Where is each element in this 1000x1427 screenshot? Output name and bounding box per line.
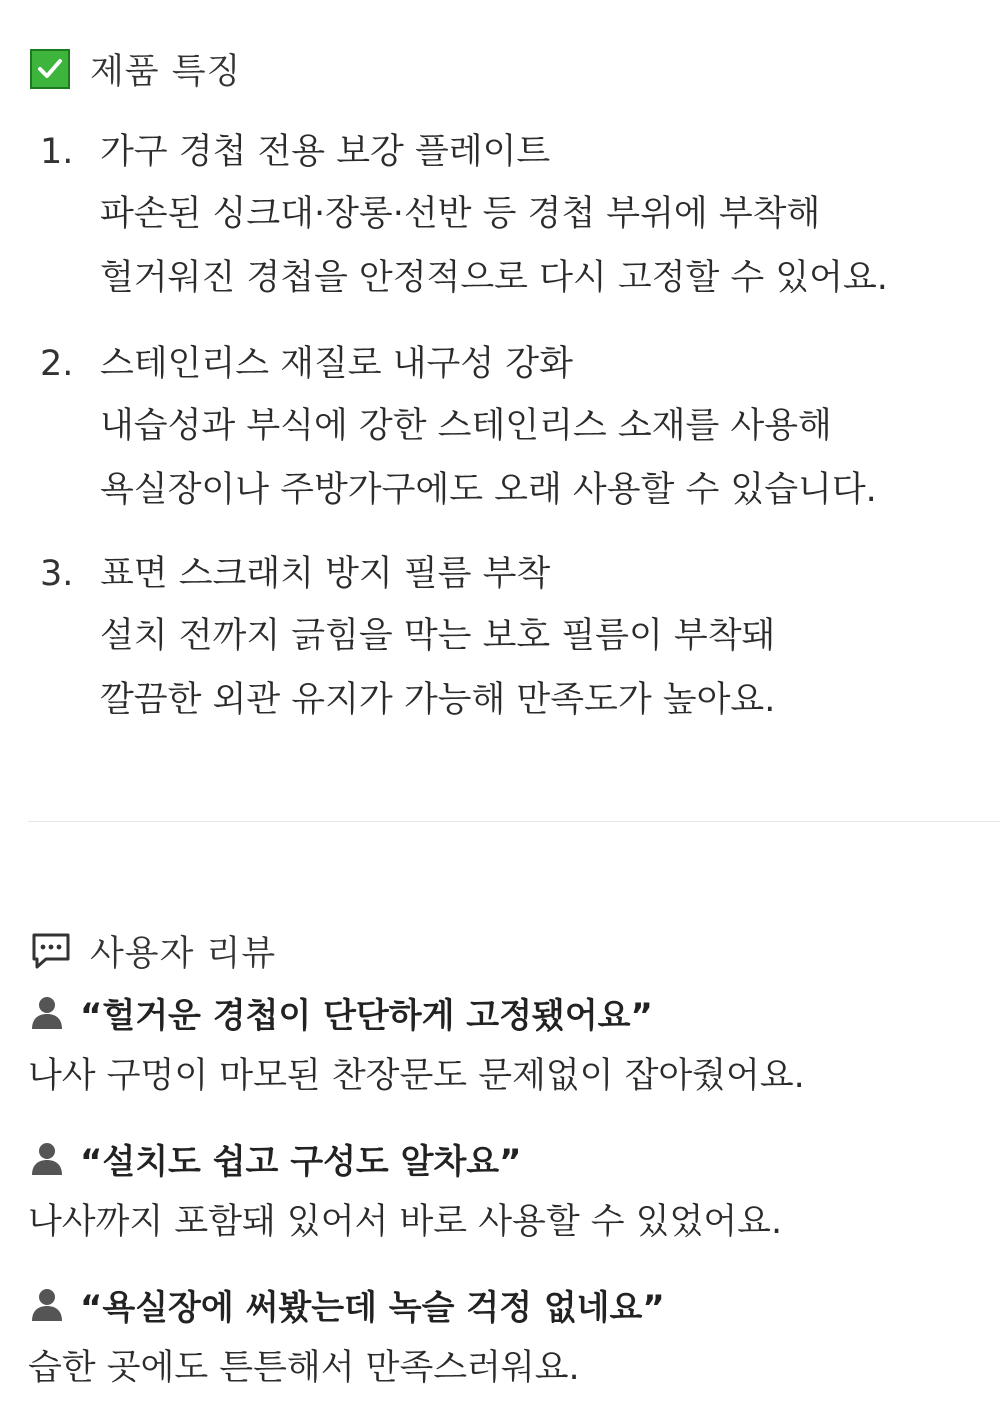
person-icon	[28, 1285, 66, 1323]
feature-desc-line: 설치 전까지 긁힘을 막는 보호 필름이 부착돼	[100, 616, 776, 656]
check-icon	[30, 49, 70, 89]
feature-desc-line: 깔끔한 외관 유지가 가능해 만족도가 높아요.	[100, 680, 776, 720]
features-heading-text: 제품 특징	[90, 52, 242, 92]
review-title: “욕실장에 써봤는데 녹슬 걱정 없네요”	[80, 1287, 665, 1328]
section-divider	[28, 821, 1000, 822]
speech-bubble-icon	[30, 931, 72, 971]
reviews-heading-text: 사용자 리뷰	[90, 934, 277, 974]
feature-number: 2.	[40, 344, 74, 384]
person-icon	[28, 993, 66, 1031]
feature-desc-line: 헐거워진 경첩을 안정적으로 다시 고정할 수 있어요.	[100, 258, 888, 298]
review-text: 나사까지 포함돼 있어서 바로 사용할 수 있었어요.	[28, 1202, 783, 1242]
review-item	[28, 1280, 988, 1392]
review-title: “설치도 쉽고 구성도 알차요”	[80, 1141, 522, 1182]
feature-number: 3.	[40, 554, 74, 594]
reviews-heading	[30, 926, 276, 976]
feature-title: 스테인리스 재질로 내구성 강화	[100, 344, 573, 384]
feature-item	[40, 546, 980, 732]
feature-number: 1.	[40, 132, 74, 172]
feature-desc-line: 파손된 싱크대·장롱·선반 등 경첩 부위에 부착해	[100, 194, 821, 234]
person-icon	[28, 1139, 66, 1177]
review-text: 나사 구멍이 마모된 찬장문도 문제없이 잡아줬어요.	[28, 1056, 805, 1096]
feature-item	[40, 336, 980, 522]
feature-desc-line: 내습성과 부식에 강한 스테인리스 소재를 사용해	[100, 406, 832, 446]
feature-item	[40, 124, 980, 310]
review-title: “헐거운 경첩이 단단하게 고정됐어요”	[80, 995, 653, 1036]
review-item	[28, 1134, 988, 1246]
review-text: 습한 곳에도 튼튼해서 만족스러워요.	[28, 1348, 580, 1388]
feature-title: 가구 경첩 전용 보강 플레이트	[100, 132, 551, 172]
feature-desc-line: 욕실장이나 주방가구에도 오래 사용할 수 있습니다.	[100, 470, 877, 510]
features-heading	[30, 44, 241, 94]
feature-title: 표면 스크래치 방지 필름 부착	[100, 554, 551, 594]
review-item	[28, 988, 988, 1100]
